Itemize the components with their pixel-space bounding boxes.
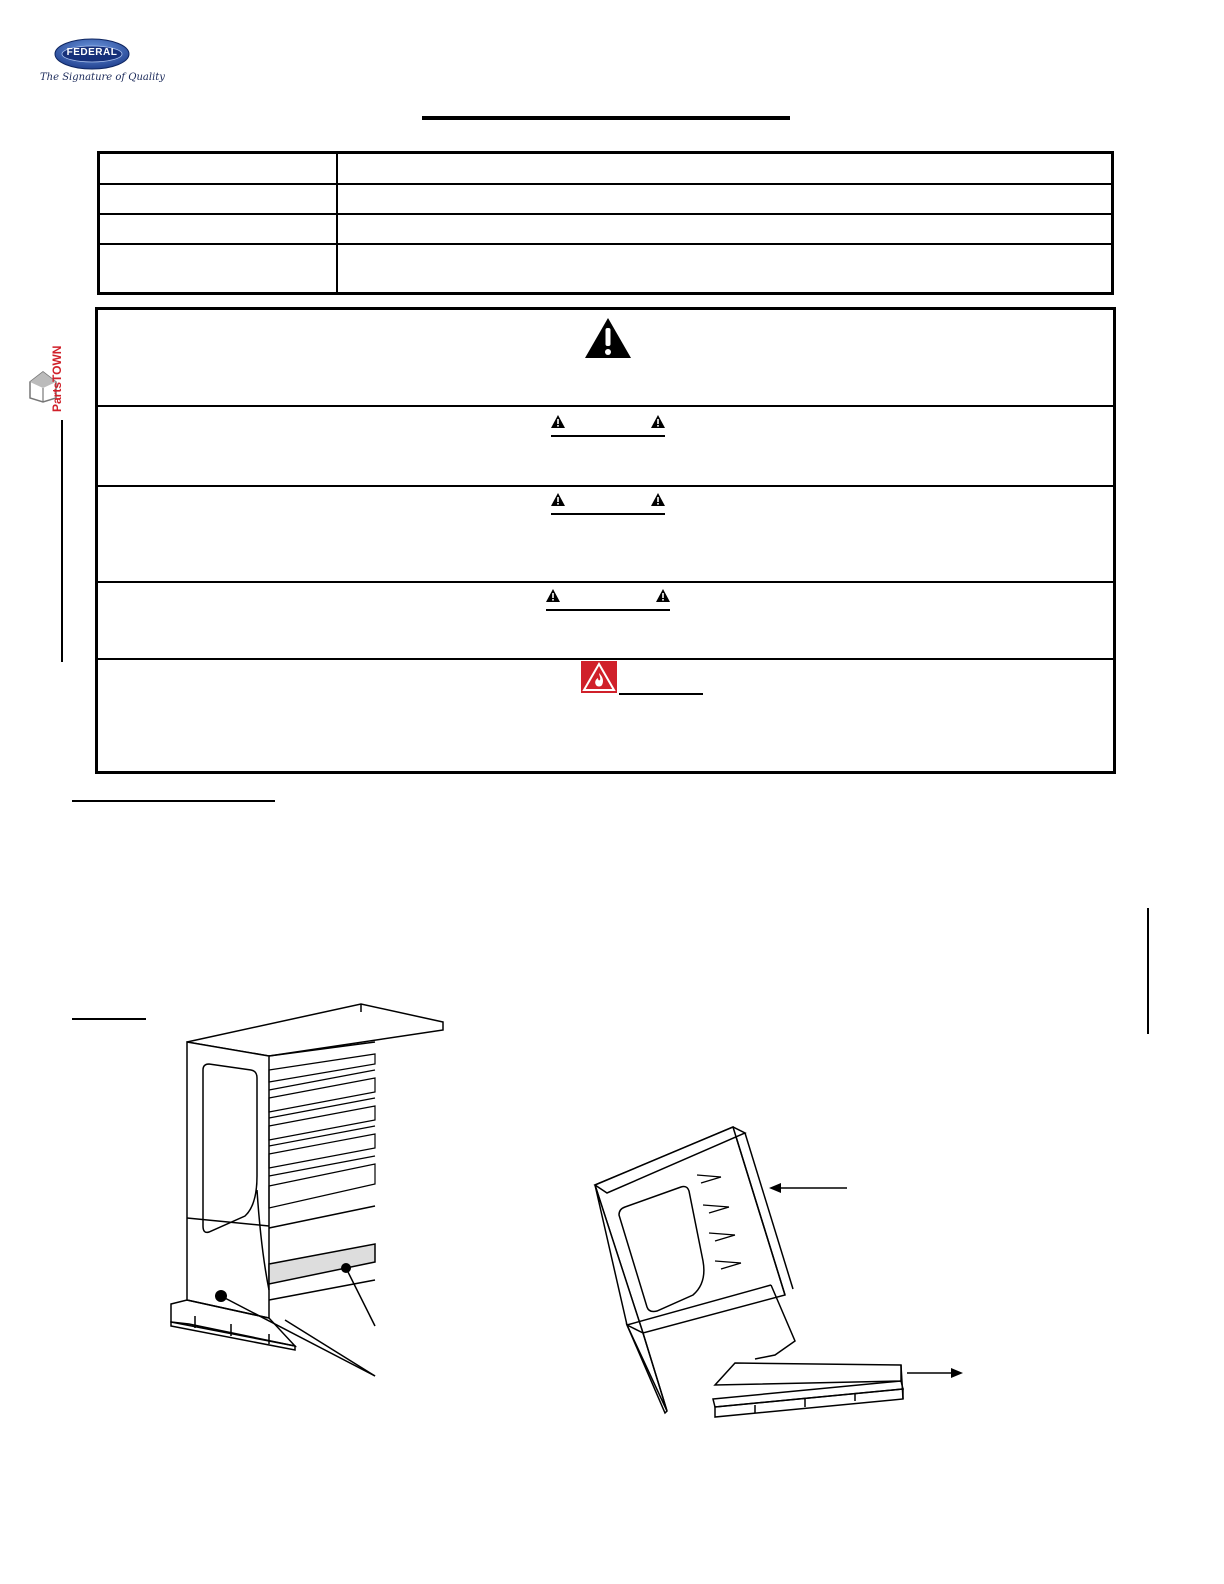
warning-triangle-icon bbox=[546, 589, 560, 602]
info-label-cell bbox=[100, 215, 338, 243]
info-label-cell bbox=[100, 154, 338, 183]
warning-triangle-icon bbox=[651, 493, 665, 506]
warning-section bbox=[98, 487, 1113, 583]
info-value-cell bbox=[338, 245, 1111, 292]
flammable-fire-icon bbox=[581, 661, 617, 693]
fire-heading-underline bbox=[619, 693, 703, 695]
warning-section bbox=[98, 583, 1113, 660]
parts-town-text: PartsTOWN bbox=[50, 345, 64, 412]
right-margin-rule bbox=[1147, 908, 1149, 1034]
parts-town-logo bbox=[28, 320, 72, 420]
fire-warning-section bbox=[98, 660, 1113, 771]
info-value-cell bbox=[338, 154, 1111, 183]
tilting-merchandiser-drawing bbox=[585, 1115, 975, 1430]
figure-label-underline bbox=[72, 1018, 146, 1020]
info-table bbox=[97, 151, 1114, 295]
info-row bbox=[100, 245, 1111, 292]
info-label-cell bbox=[100, 245, 338, 292]
warning-heading bbox=[551, 415, 665, 437]
warning-heading bbox=[551, 493, 665, 515]
merchandiser-on-pallet-drawing bbox=[165, 1000, 455, 1390]
warning-triangle-icon bbox=[551, 415, 565, 428]
logo-tagline: The Signature of Quality bbox=[40, 72, 165, 83]
info-value-cell bbox=[338, 185, 1111, 213]
general-safety-section bbox=[98, 310, 1113, 407]
info-label-cell bbox=[100, 185, 338, 213]
safety-warnings-box bbox=[95, 307, 1116, 774]
section-heading-underline bbox=[72, 800, 275, 802]
title-underline bbox=[422, 116, 790, 120]
warning-triangle-icon bbox=[551, 493, 565, 506]
sidebar-rule bbox=[61, 420, 63, 662]
warning-triangle-icon bbox=[651, 415, 665, 428]
info-row bbox=[100, 215, 1111, 245]
federal-logo bbox=[40, 38, 165, 90]
logo-brand-text: FEDERAL bbox=[66, 47, 118, 58]
warning-section bbox=[98, 407, 1113, 487]
warning-triangle-icon bbox=[656, 589, 670, 602]
info-row bbox=[100, 154, 1111, 185]
warning-triangle-icon bbox=[583, 316, 633, 360]
info-value-cell bbox=[338, 215, 1111, 243]
info-row bbox=[100, 185, 1111, 215]
warning-heading bbox=[546, 589, 670, 611]
